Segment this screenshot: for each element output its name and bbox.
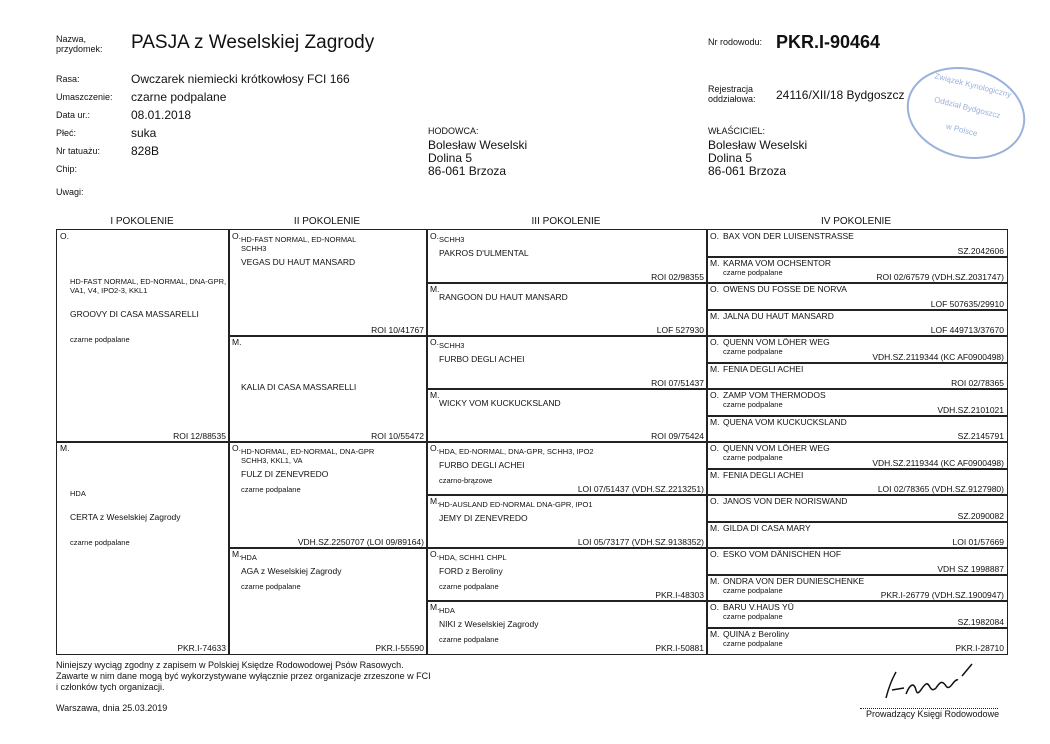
registration-number: SZ.2145791	[957, 431, 1004, 441]
titles: HD-NORMAL, ED-NORMAL, DNA-GPR	[241, 447, 375, 456]
registration-number: SZ.1982084	[957, 616, 1004, 627]
registration-number: ROI 07/51437	[651, 378, 704, 388]
registration-number: ROI 10/41767	[371, 325, 424, 335]
ancestor-name: QUINA z Beroliny	[723, 628, 790, 639]
pedigree-number: PKR.I-90464	[776, 32, 881, 52]
ancestor-name: BAX VON DER LUISENSTRASSE	[723, 231, 854, 241]
gen4-ancestor-box	[706, 441, 1008, 470]
registration-number: ROI 12/88535	[173, 431, 226, 441]
breeder-city: 86-061 Brzoza	[428, 164, 507, 178]
sex: suka	[131, 126, 157, 140]
gen3-ancestor-box	[426, 494, 708, 549]
registration-number: ROI 10/55472	[371, 431, 424, 441]
sex-marker: M.	[232, 549, 242, 559]
sex-marker: M.	[710, 575, 720, 586]
titles: HD-FAST NORMAL, ED-NORMAL, DNA-GPR,	[70, 276, 227, 286]
ancestor-name: FURBO DEGLI ACHEI	[439, 460, 525, 470]
sex-marker: M.	[60, 443, 70, 453]
sex-marker: O.	[710, 602, 719, 612]
titles: HD-AUSLAND ED-NORMAL DNA-GPR, IPO1	[439, 500, 593, 509]
sex-marker: O.	[710, 284, 719, 294]
issue-date: Warszawa, dnia 25.03.2019	[56, 703, 168, 713]
signer-title: Prowadzący Księgi Rodowodowe	[866, 709, 1000, 719]
titles: HD-FAST NORMAL, ED-NORMAL	[241, 235, 357, 244]
gen4-ancestor-box	[706, 574, 1008, 603]
registration-number: ROI 09/75424	[651, 431, 704, 441]
titles: SCHH3, KKL1, VA	[241, 456, 303, 465]
titles: SCHH3	[241, 244, 267, 253]
gen4-ancestor-box	[706, 627, 1008, 656]
gen4-ancestor-box	[706, 282, 1008, 311]
gen1-ancestor-box	[56, 229, 230, 443]
color-label: Umaszczenie:	[56, 92, 113, 102]
breeder-label: HODOWCA:	[428, 126, 479, 136]
sex-marker: O.	[710, 390, 719, 400]
owner-label: WŁAŚCICIEL:	[708, 126, 766, 136]
sex-marker: M.	[430, 496, 440, 506]
gen4-ancestor-box	[706, 388, 1008, 417]
sex-marker: M.	[710, 522, 720, 533]
gen4-ancestor-box	[706, 468, 1008, 497]
sex-marker: O.	[710, 549, 719, 559]
gen4-ancestor-box	[706, 415, 1008, 444]
ancestor-color: czarne podpalane	[723, 267, 783, 277]
ancestor-color: czarne podpalane	[723, 612, 783, 621]
owner-city: 86-061 Brzoza	[708, 164, 787, 178]
registration-number: LOF 527930	[656, 325, 704, 335]
gen4-ancestor-box	[706, 600, 1008, 629]
titles: SCHH3	[439, 235, 465, 244]
registration-number: VDH SZ 1998887	[937, 563, 1004, 574]
ancestor-name: FORD z Beroliny	[439, 566, 503, 576]
registration-number: ROI 02/78365	[951, 378, 1004, 388]
regional-label-2: oddziałowa:	[708, 94, 756, 104]
sex-marker: O.	[60, 231, 69, 241]
gen4-ancestor-box	[706, 309, 1008, 338]
stamp-middle-text: Oddział Bydgoszcz	[933, 95, 1002, 121]
ancestor-name: ESKO VOM DÄNISCHEN HOF	[723, 549, 842, 559]
titles: HDA	[439, 606, 455, 615]
ancestor-color: czarne podpalane	[723, 638, 783, 648]
sex-marker: M.	[710, 363, 720, 374]
gen2-ancestor-box	[228, 547, 428, 655]
gen2-ancestor-box	[228, 335, 428, 443]
footer-statement-1: Niniejszy wyciąg zgodny z zapisem w Polskiej Księdze Rodowodowej Psów Rasowych.	[56, 660, 404, 670]
registration-number: ROI 02/67579 (VDH.SZ.2031747)	[876, 272, 1004, 282]
tattoo: 828B	[131, 144, 160, 158]
registration-number: LOF 449713/37670	[930, 325, 1004, 335]
ancestor-name: ZAMP VOM THERMODOS	[723, 390, 826, 400]
titles: HDA, ED-NORMAL, DNA-GPR, SCHH3, IPO2	[439, 447, 594, 456]
breeder-street: Dolina 5	[428, 151, 473, 165]
sex-marker: M.	[710, 310, 720, 321]
gen4-ancestor-box	[706, 229, 1008, 258]
ancestor-name: WICKY VOM KUCKUCKSLAND	[439, 398, 561, 408]
gen4-ancestor-box	[706, 494, 1008, 523]
sex-marker: M.	[710, 416, 720, 427]
column-header-gen1: I POKOLENIE	[110, 216, 174, 227]
ancestor-color: czarne podpalane	[439, 582, 499, 591]
registration-number: LOI 01/57669	[952, 537, 1004, 547]
sex-marker: O.	[710, 231, 719, 241]
gen3-ancestor-box	[426, 335, 708, 390]
tattoo-label: Nr tatuażu:	[56, 146, 101, 156]
ancestor-name: GROOVY DI CASA MASSARELLI	[70, 308, 199, 319]
gen4-ancestor-box	[706, 335, 1008, 364]
ancestor-color: czarne podpalane	[241, 582, 301, 591]
registration-number: VDH.SZ.2250707 (LOI 09/89164)	[297, 537, 424, 547]
regional-label-1: Rejestracja	[708, 84, 754, 94]
registration-number: ROI 02/98355	[651, 272, 704, 282]
footer-statement-3: i członków tych organizacji.	[56, 682, 165, 692]
dob-label: Data ur.:	[56, 110, 91, 120]
pedigree-label: Nr rodowodu:	[708, 37, 763, 47]
sex-marker: M.	[430, 284, 440, 294]
footer-statement-2: Zawarte w nim dane mogą być wykorzystywane wyłącznie przez organizacje zrzeszone w FCI	[56, 671, 431, 681]
titles: HDA, SCHH1 CHPL	[439, 553, 507, 562]
ancestor-name: QUENN VOM LÖHER WEG	[723, 337, 830, 347]
gen3-ancestor-box	[426, 441, 708, 496]
ancestor-color: czarne podpalane	[241, 485, 301, 494]
ancestor-name: AGA z Weselskiej Zagrody	[241, 566, 342, 576]
sex-marker: O.	[710, 496, 719, 506]
gen4-ancestor-box	[706, 521, 1008, 550]
name-label-2: przydomek:	[56, 44, 103, 54]
ancestor-name: ONDRA VON DER DUNIESCHENKE	[723, 575, 865, 586]
gen3-ancestor-box	[426, 282, 708, 337]
column-header-gen2: II POKOLENIE	[293, 216, 361, 227]
gen3-ancestor-box	[426, 388, 708, 443]
sex-marker: M.	[430, 602, 440, 612]
sex-marker: O.	[430, 549, 439, 559]
sex-marker: M.	[430, 390, 440, 400]
ancestor-name: KALIA DI CASA MASSARELLI	[241, 382, 357, 393]
chip-label: Chip:	[56, 164, 78, 174]
registration-number: VDH.SZ.2119344 (KC AF0900498)	[872, 457, 1004, 468]
ancestor-name: FENIA DEGLI ACHEI	[723, 363, 804, 374]
breed: Owczarek niemiecki krótkowłosy FCI 166	[131, 72, 350, 86]
registration-number: SZ.2090082	[957, 510, 1004, 521]
titles: VA1, V4, IPO2-3, KKL1	[70, 285, 148, 295]
registration-number: PKR.I-28710	[955, 643, 1004, 653]
ancestor-color: czarne podpalane	[723, 347, 783, 356]
owner-street: Dolina 5	[708, 151, 753, 165]
dog-name: PASJA z Weselskiej Zagrody	[131, 32, 375, 53]
registration-number: LOI 07/51437 (VDH.SZ.2213251)	[577, 484, 704, 494]
ancestor-name: OWENS DU FOSSE DE NORVA	[723, 284, 847, 294]
breed-label: Rasa:	[56, 74, 80, 84]
ancestor-name: FURBO DEGLI ACHEI	[439, 354, 525, 364]
ancestor-name: CERTA z Weselskiej Zagrody	[70, 511, 181, 522]
sex-marker: M.	[710, 469, 720, 480]
titles: SCHH3	[439, 341, 465, 350]
ancestor-name: NIKI z Weselskiej Zagrody	[439, 619, 539, 629]
ancestor-name: FULZ DI ZENEVREDO	[241, 469, 329, 479]
sex-marker: M.	[232, 337, 242, 347]
gen3-ancestor-box	[426, 229, 708, 284]
ancestor-name: FENIA DEGLI ACHEI	[723, 469, 804, 480]
titles: HDA	[241, 553, 257, 562]
ancestor-color: czarne podpalane	[723, 453, 783, 462]
gen4-ancestor-box	[706, 362, 1008, 391]
date-of-birth: 08.01.2018	[131, 108, 192, 122]
registration-number: LOI 05/73177 (VDH.SZ.9138352)	[577, 537, 704, 547]
gen2-ancestor-box	[228, 229, 428, 337]
notes-label: Uwagi:	[56, 187, 84, 197]
gen3-ancestor-box	[426, 547, 708, 602]
registration-number: PKR.I-48303	[655, 590, 704, 600]
regional-registration: 24116/XII/18 Bydgoszcz	[776, 88, 905, 102]
ancestor-color: czarne podpalane	[70, 334, 130, 344]
stamp-bottom-text: w Polsce	[945, 121, 979, 139]
registration-number: LOI 02/78365 (VDH.SZ.9127980)	[877, 484, 1004, 494]
ancestor-color: czarne podpalane	[723, 400, 783, 409]
ancestor-color: czarne podpalane	[70, 537, 130, 547]
registration-number: PKR.I-55590	[375, 643, 424, 653]
column-header-gen4: IV POKOLENIE	[820, 216, 892, 227]
sex-marker: M.	[710, 628, 720, 639]
sex-marker: O.	[430, 443, 439, 453]
column-header-gen3: III POKOLENIE	[531, 216, 601, 227]
kennel-club-stamp	[897, 55, 1035, 171]
ancestor-name: JALNA DU HAUT MANSARD	[723, 310, 834, 321]
ancestor-name: VEGAS DU HAUT MANSARD	[241, 257, 356, 267]
registration-number: SZ.2042606	[957, 245, 1004, 256]
color: czarne podpalane	[131, 90, 227, 104]
gen3-ancestor-box	[426, 600, 708, 655]
breeder-name: Bolesław Weselski	[428, 138, 528, 152]
ancestor-color: czarne podpalane	[439, 635, 499, 644]
registration-number: VDH.SZ.2101021	[937, 404, 1004, 415]
stamp-top-text: Związek Kynologiczny	[933, 71, 1013, 100]
gen1-ancestor-box	[56, 441, 230, 655]
sex-marker: O.	[710, 337, 719, 347]
registration-number: LOF 507635/29910	[930, 298, 1004, 309]
gen4-ancestor-box	[706, 256, 1008, 285]
sex-marker: O.	[232, 231, 241, 241]
sex-marker: O.	[232, 443, 241, 453]
ancestor-name: KARMA VOM OCHSENTOR	[723, 257, 831, 268]
ancestor-name: BARU V.HAUS YÜ	[723, 602, 794, 612]
name-label-1: Nazwa,	[56, 34, 87, 44]
sex-marker: O.	[710, 443, 719, 453]
ancestor-name: QUENN VOM LÖHER WEG	[723, 443, 830, 453]
sex-label: Płeć:	[56, 128, 77, 138]
gen2-ancestor-box	[228, 441, 428, 549]
registration-number: PKR.I-50881	[655, 643, 704, 653]
ancestor-name: GILDA DI CASA MARY	[723, 522, 811, 533]
registration-number: VDH.SZ.2119344 (KC AF0900498)	[872, 351, 1004, 362]
ancestor-name: RANGOON DU HAUT MANSARD	[439, 292, 568, 302]
registration-number: PKR.I-26779 (VDH.SZ.1900947)	[880, 590, 1004, 600]
gen4-ancestor-box	[706, 547, 1008, 576]
ancestor-color: czarno-brązowe	[439, 476, 493, 485]
owner-name: Bolesław Weselski	[708, 138, 808, 152]
sex-marker: M.	[710, 257, 720, 268]
sex-marker: O.	[430, 337, 439, 347]
ancestor-color: czarne podpalane	[723, 585, 783, 595]
ancestor-name: JEMY DI ZENEVREDO	[439, 513, 528, 523]
ancestor-name: QUENA VOM KUCKUCKSLAND	[723, 416, 847, 427]
signature	[876, 662, 996, 706]
titles: HDA	[70, 488, 86, 498]
ancestor-name: JANOS VON DER NORISWAND	[723, 496, 848, 506]
ancestor-name: PAKROS D'ULMENTAL	[439, 248, 529, 258]
sex-marker: O.	[430, 231, 439, 241]
registration-number: PKR.I-74633	[177, 643, 226, 653]
